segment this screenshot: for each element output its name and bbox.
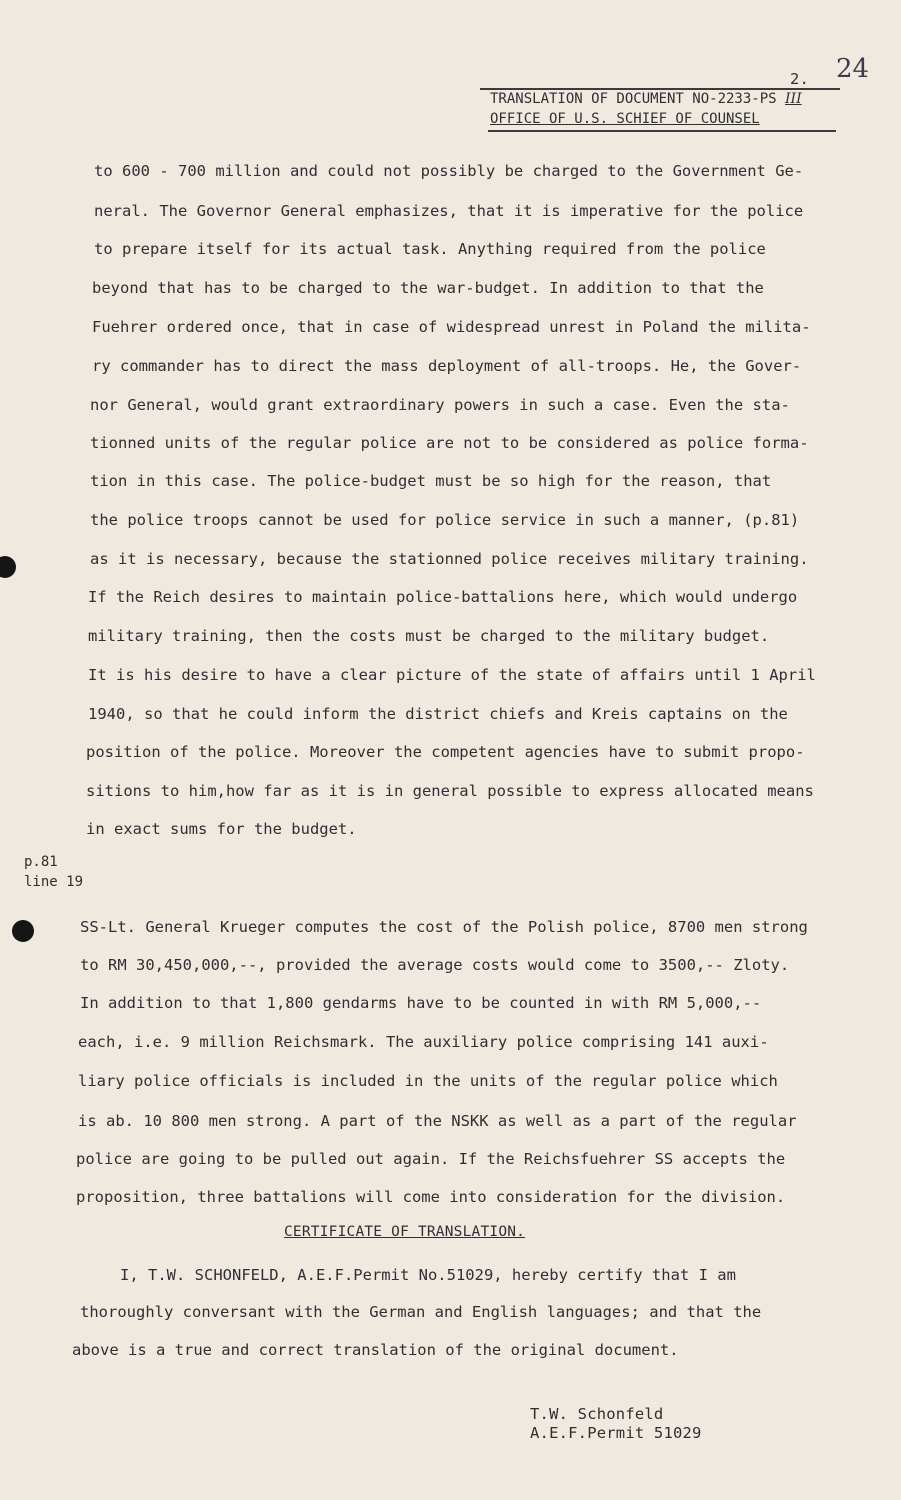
paragraph-1-line: tion in this case. The police-budget must be so high for the reason, that xyxy=(90,472,772,490)
paragraph-2-line: each, i.e. 9 million Reichsmark. The auxiliary police comprising 141 auxi- xyxy=(78,1033,769,1051)
paragraph-1-line: to 600 - 700 million and could not possibly be charged to the Government Ge- xyxy=(94,162,804,180)
paragraph-2-line: liary police officials is included in the units of the regular police which xyxy=(78,1072,778,1090)
signature-name: T.W. Schonfeld xyxy=(530,1405,664,1423)
paragraph-1-line: nor General, would grant extraordinary powers in such a case. Even the sta- xyxy=(90,396,790,414)
certificate-line: I, T.W. SCHONFELD, A.E.F.Permit No.51029, hereby certify that I am xyxy=(120,1266,736,1284)
paragraph-1-line: It is his desire to have a clear picture of the state of affairs until 1 April xyxy=(88,666,816,684)
paragraph-1-line: sitions to him,how far as it is in general possible to express allocated means xyxy=(86,782,814,800)
paragraph-2-line: is ab. 10 800 men strong. A part of the NSKK as well as a part of the regular xyxy=(78,1112,797,1130)
paragraph-1-line: military training, then the costs must be charged to the military budget. xyxy=(88,627,770,645)
document-number-line xyxy=(490,91,802,107)
document-number-suffix: III xyxy=(785,91,802,107)
margin-note-page: p.81 xyxy=(24,854,58,870)
signature-permit: A.E.F.Permit 51029 xyxy=(530,1424,702,1442)
hole-punch-lower xyxy=(12,920,34,942)
handwritten-page-number: 24 xyxy=(836,54,870,84)
certificate-line: above is a true and correct translation of the original document. xyxy=(72,1341,679,1359)
hole-punch-upper xyxy=(0,556,16,578)
paragraph-1-line: ry commander has to direct the mass deployment of all-troops. He, the Gover- xyxy=(92,357,802,375)
margin-note-line: line 19 xyxy=(24,874,84,890)
page-number: 2. xyxy=(790,70,810,88)
paragraph-1-line: Fuehrer ordered once, that in case of widespread unrest in Poland the milita- xyxy=(92,318,811,336)
header-top-rule xyxy=(480,88,840,90)
paragraph-2-line: SS-Lt. General Krueger computes the cost of the Polish police, 8700 men strong xyxy=(80,918,808,936)
paragraph-1-line: If the Reich desires to maintain police-battalions here, which would undergo xyxy=(88,588,798,606)
paragraph-1-line: position of the police. Moreover the competent agencies have to submit propo- xyxy=(86,743,805,761)
paragraph-1-line: to prepare itself for its actual task. Anything required from the police xyxy=(94,240,766,258)
office-line: OFFICE OF U.S. SCHIEF OF COUNSEL xyxy=(490,111,760,127)
paragraph-2-line: to RM 30,450,000,--, provided the average costs would come to 3500,-- Zloty. xyxy=(80,956,790,974)
paragraph-1-line: 1940, so that he could inform the district chiefs and Kreis captains on the xyxy=(88,705,788,723)
certificate-line: thoroughly conversant with the German and English languages; and that the xyxy=(80,1303,762,1321)
paragraph-2-line: police are going to be pulled out again. If the Reichsfuehrer SS accepts the xyxy=(76,1150,786,1168)
paragraph-1-line: neral. The Governor General emphasizes, that it is imperative for the police xyxy=(94,202,804,220)
header-bottom-rule xyxy=(488,130,836,132)
paragraph-1-line: tionned units of the regular police are not to be considered as police forma- xyxy=(90,434,809,452)
paragraph-1-line: beyond that has to be charged to the war-budget. In addition to that the xyxy=(92,279,764,297)
paragraph-1-line: the police troops cannot be used for police service in such a manner, (p.81) xyxy=(90,511,800,529)
paragraph-2-line: proposition, three battalions will come into consideration for the division. xyxy=(76,1188,786,1206)
paragraph-1-line: in exact sums for the budget. xyxy=(86,820,357,838)
document-number: TRANSLATION OF DOCUMENT NO-2233-PS xyxy=(490,91,777,107)
certificate-heading: CERTIFICATE OF TRANSLATION. xyxy=(284,1224,526,1240)
paragraph-1-line: as it is necessary, because the stationned police receives military training. xyxy=(90,550,809,568)
paragraph-2-line: In addition to that 1,800 gendarms have to be counted in with RM 5,000,-- xyxy=(80,994,762,1012)
